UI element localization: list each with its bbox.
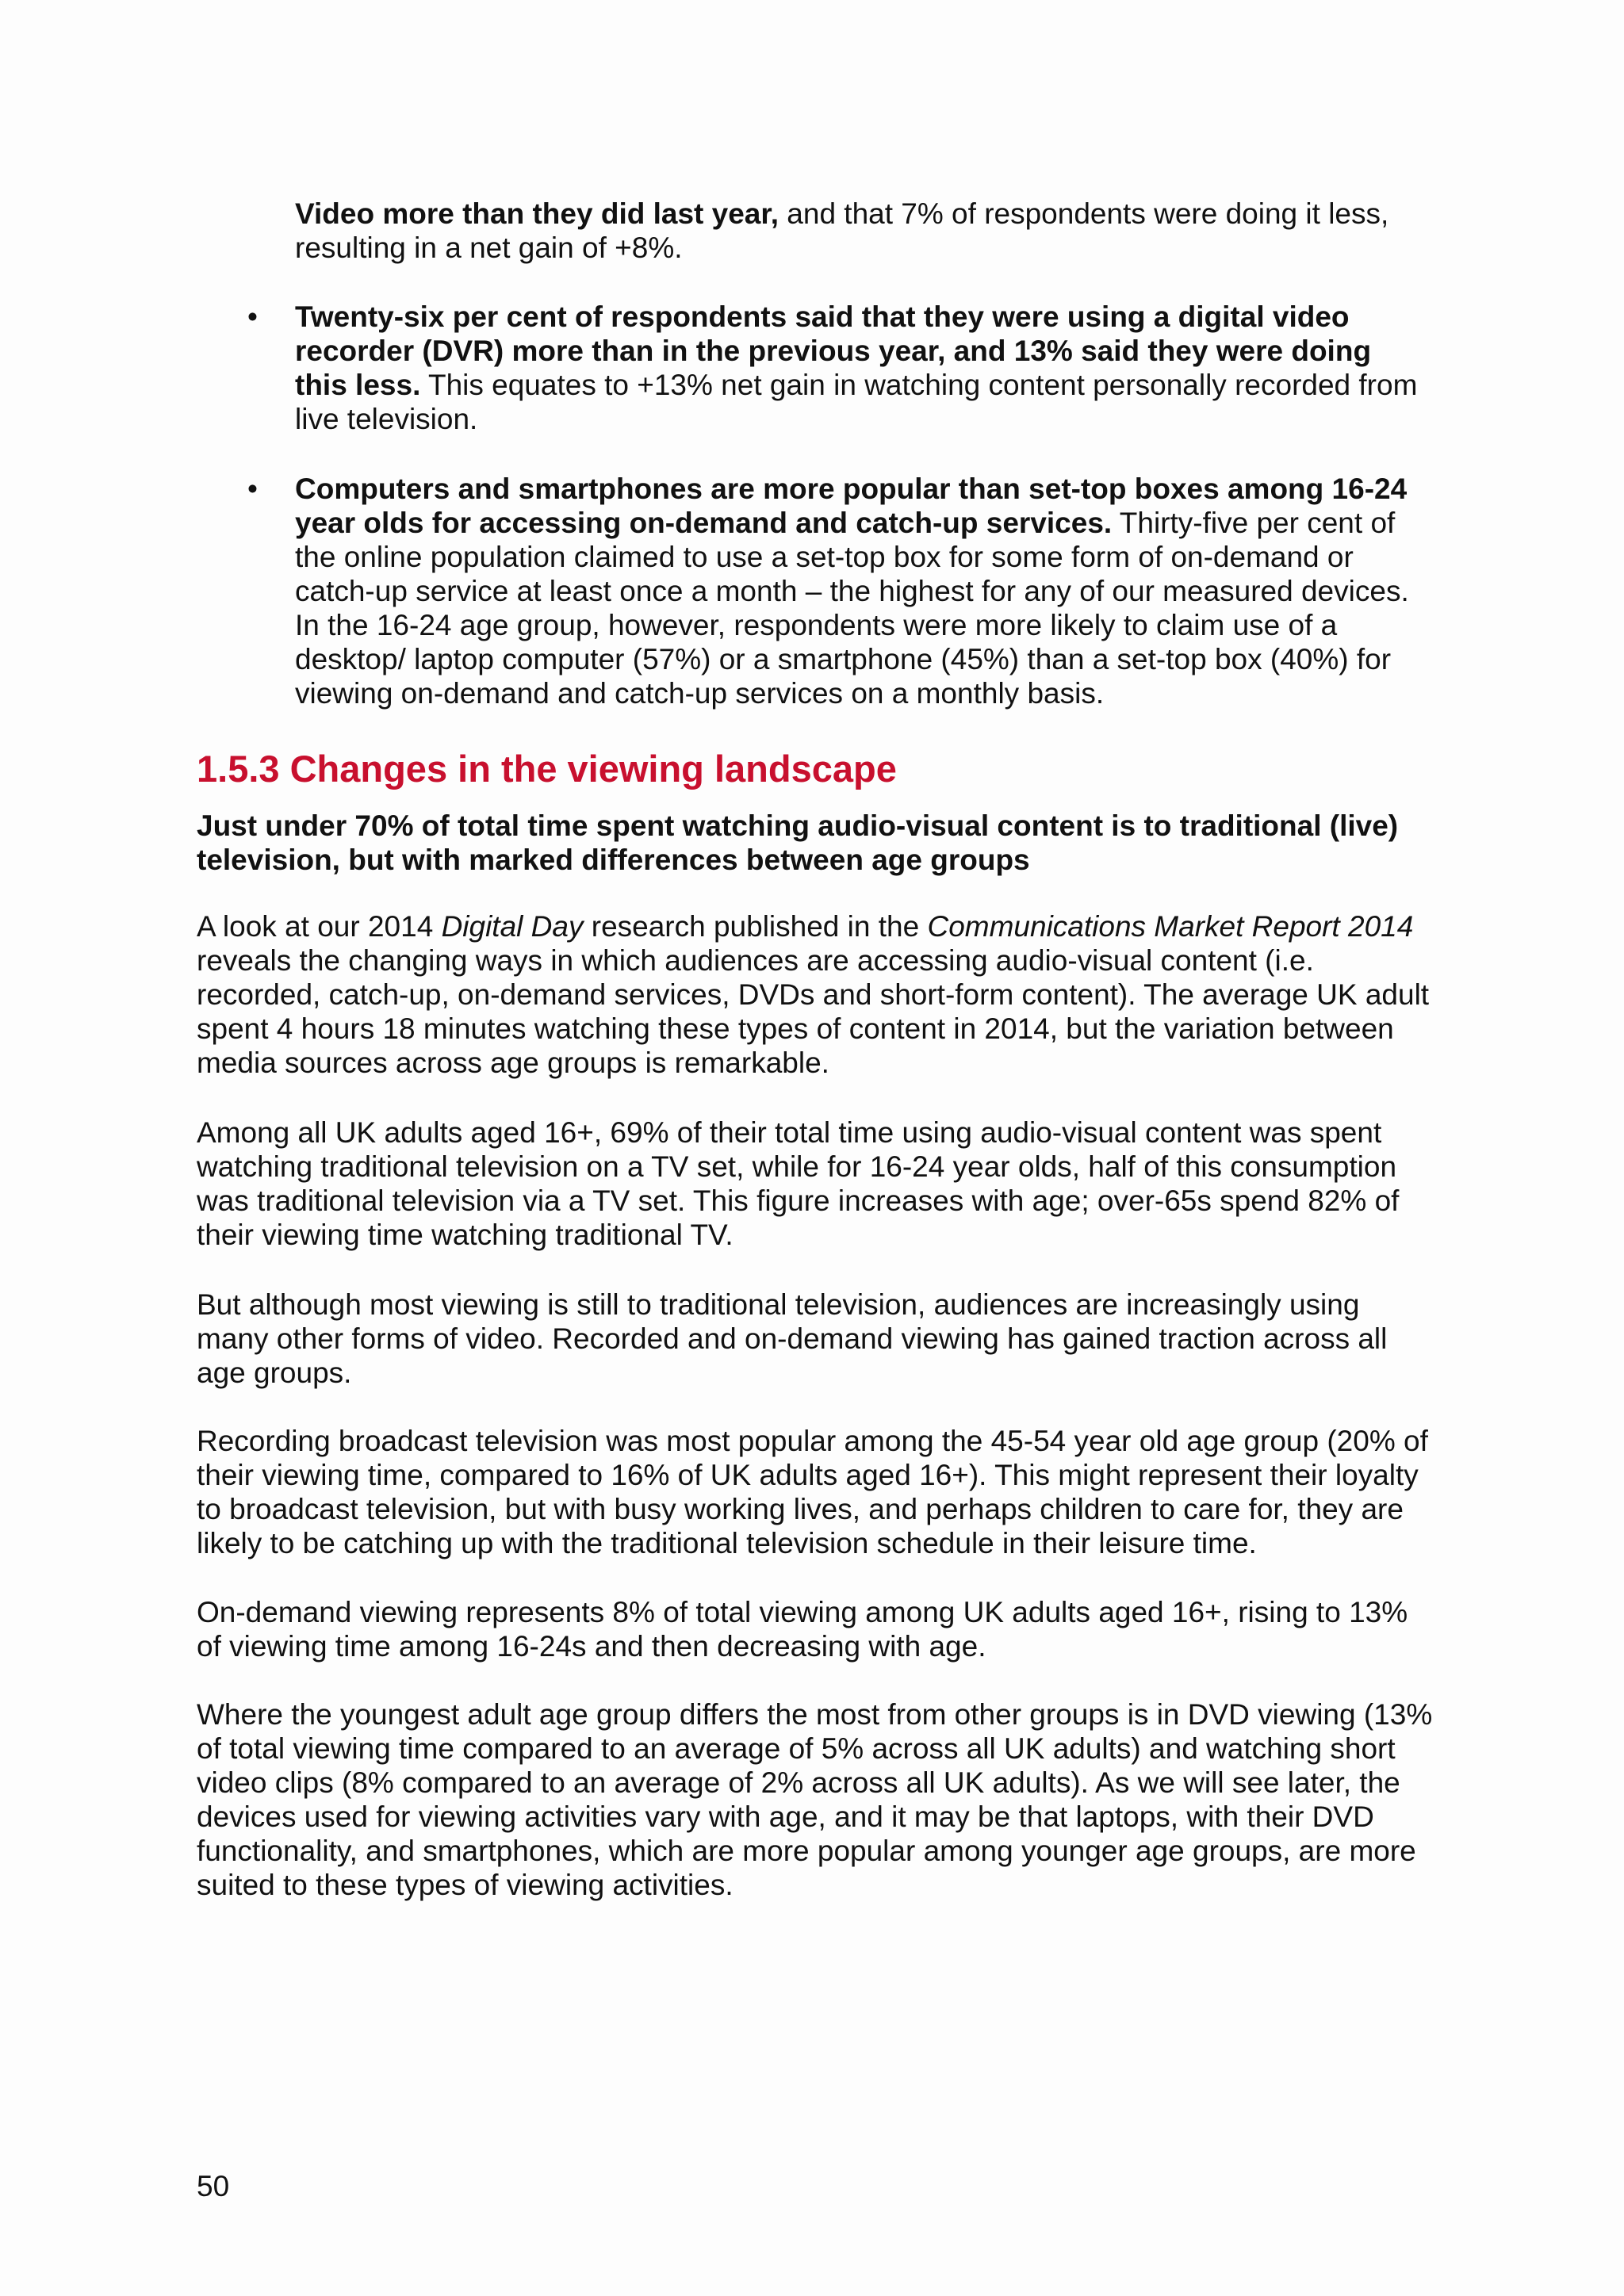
bullet-bold-text: Video more than they did last year, bbox=[295, 197, 779, 230]
section-heading: 1.5.3 Changes in the viewing landscape bbox=[197, 748, 897, 790]
paragraph-text: A look at our 2014 bbox=[197, 910, 442, 943]
body-paragraph bbox=[197, 909, 1434, 1080]
bullet-marker: • bbox=[247, 300, 258, 333]
bullet-bold-text: Computers and smartphones are more popular than set-top boxes among 16-24 year olds for accessing on-demand and catch-up services. bbox=[295, 473, 1408, 539]
bullet-marker: • bbox=[247, 473, 258, 505]
body-paragraph: On-demand viewing represents 8% of total viewing among UK adults aged 16+, rising to 13% of viewing time among 16-24s and then decreasing with age. bbox=[197, 1596, 1408, 1663]
publication-title: Digital Day bbox=[441, 910, 584, 943]
page-number: 50 bbox=[197, 2170, 230, 2202]
bullet-bold-text: Twenty-six per cent of respondents said that they were using a digital video recorder (DVR) more than in the previous year, and 13% said they were doing this less. bbox=[295, 300, 1372, 401]
bullet-text: This equates to +13% net gain in watching content personally recorded from live television. bbox=[295, 369, 1418, 435]
paragraph-text: reveals the changing ways in which audiences are accessing audio-visual content (i.e. recorded, catch-up, on-demand services, DVDs and short-form content). The average UK adult spent 4 hours 18 minutes watching these types of content in 2014, but the variation between media sources across age groups is remarkable. bbox=[197, 944, 1430, 1079]
body-paragraph: Recording broadcast television was most popular among the 45-54 year old age group (20% of their viewing time, compared to 16% of UK adults aged 16+). This might represent their loyalty to broadcast television, but with busy working lives, and perhaps children to care for, they are likely to be catching up with the traditional television schedule in their leisure time. bbox=[197, 1425, 1428, 1559]
bullet-item bbox=[295, 472, 1425, 710]
bullet-text: and that 7% of respondents were doing it less, resulting in a net gain of +8%. bbox=[295, 197, 1389, 264]
body-paragraph: Where the youngest adult age group differs the most from other groups is in DVD viewing (13% of total viewing time compared to an average of 5% across all UK adults) and watching short video clips (8% compared to an average of 2% across all UK adults). As we will see later, the devices used for viewing activities vary with age, and it may be that laptops, with their DVD functionality, and smartphones, which are more popular among younger age groups, are more suited to these types of viewing activities. bbox=[197, 1698, 1433, 1901]
body-paragraph: Among all UK adults aged 16+, 69% of their total time using audio-visual content was spent watching traditional television on a TV set, while for 16-24 year olds, half of this consumption was traditional television via a TV set. This figure increases with age; over-65s spend 82% of their viewing time watching traditional TV. bbox=[197, 1116, 1400, 1251]
body-paragraph: But although most viewing is still to traditional television, audiences are increasingly using many other forms of video. Recorded and on-demand viewing has gained traction across all age groups. bbox=[197, 1288, 1388, 1389]
bullet-item-continued bbox=[295, 197, 1437, 265]
paragraph-text: research published in the bbox=[583, 910, 928, 943]
bullet-text: Thirty-five per cent of the online population claimed to use a set-top box for some form of on-demand or catch-up service at least once a month – the highest for any of our measured devices. In the 16-24 age group, however, respondents were more likely to claim use of a desktop/ laptop computer (57%) or a smartphone (45%) than a set-top box (40%) for viewing on-demand and catch-up services on a monthly basis. bbox=[295, 507, 1409, 710]
section-subheading: Just under 70% of total time spent watching audio-visual content is to traditional (live) television, but with marked differences between age groups bbox=[197, 809, 1399, 876]
bullet-item bbox=[295, 300, 1421, 436]
publication-title: Communications Market Report 2014 bbox=[927, 910, 1414, 943]
